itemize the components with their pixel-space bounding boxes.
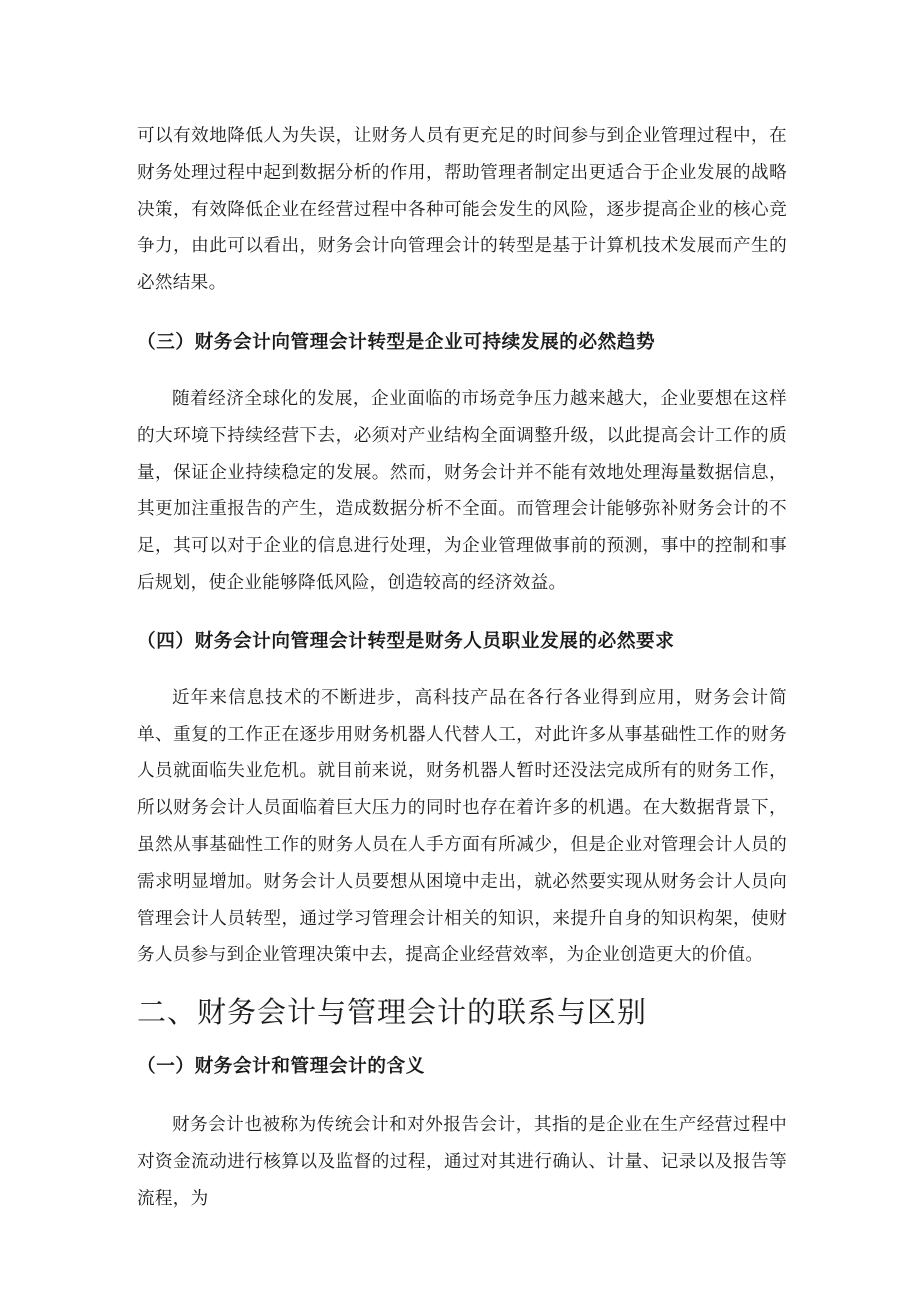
paragraph-computer-tech: 可以有效地降低人为失误，让财务人员有更充足的时间参与到企业管理过程中，在财务处理过程中起到数据分析的作用，帮助管理者制定出更适合于企业发展的战略决策，有效降低企业在经营过程中各种可能会发生的风险，逐步提高企业的核心竞争力，由此可以看出，财务会计向管理会计的转型是基于计算机技术发展而产生的必然结果。 xyxy=(137,126,787,294)
section-title-relation-difference: 二、财务会计与管理会计的联系与区别 xyxy=(137,995,648,1030)
document-page xyxy=(137,118,787,1218)
paragraph-financial-accounting-definition: 财务会计也被称为传统会计和对外报告会计，其指的是企业在生产经营过程中对资金流动进行核算以及监督的过程，通过对其进行确认、计量、记录以及报告等流程，为 xyxy=(137,1115,787,1209)
heading-sustainable-development: （三）财务会计向管理会计转型是企业可持续发展的必然趋势 xyxy=(137,331,656,353)
heading-career-development: （四）财务会计向管理会计转型是财务人员职业发展的必然要求 xyxy=(137,630,675,652)
paragraph-globalization: 随着经济全球化的发展，企业面临的市场竞争压力越来越大，企业要想在这样的大环境下持续经营下去，必须对产业结构全面调整升级，以此提高会计工作的质量，保证企业持续稳定的发展。然而，财务会计并不能有效地处理海量数据信息，其更加注重报告的产生，造成数据分析不全面。而管理会计能够弥补财务会计的不足，其可以对于企业的信息进行处理，为企业管理做事前的预测，事中的控制和事后规划，使企业能够降低风险，创造较高的经济效益。 xyxy=(137,388,787,593)
paragraph-information-tech: 近年来信息技术的不断进步，高科技产品在各行各业得到应用，财务会计简单、重复的工作正在逐步用财务机器人代替人工，对此许多从事基础性工作的财务人员就面临失业危机。就目前来说，财务机器人暂时还没法完成所有的财务工作，所以财务会计人员面临着巨大压力的同时也存在着许多的机遇。在大数据背景下，虽然从事基础性工作的财务人员在人手方面有所减少，但是企业对管理会计人员的需求明显增加。财务会计人员要想从困境中走出，就必然要实现从财务会计人员向管理会计人员转型，通过学习管理会计相关的知识，来提升自身的知识构架，使财务人员参与到企业管理决策中去，提高企业经营效率，为企业创造更大的价值。 xyxy=(137,687,787,966)
heading-definitions: （一）财务会计和管理会计的含义 xyxy=(137,1056,425,1078)
